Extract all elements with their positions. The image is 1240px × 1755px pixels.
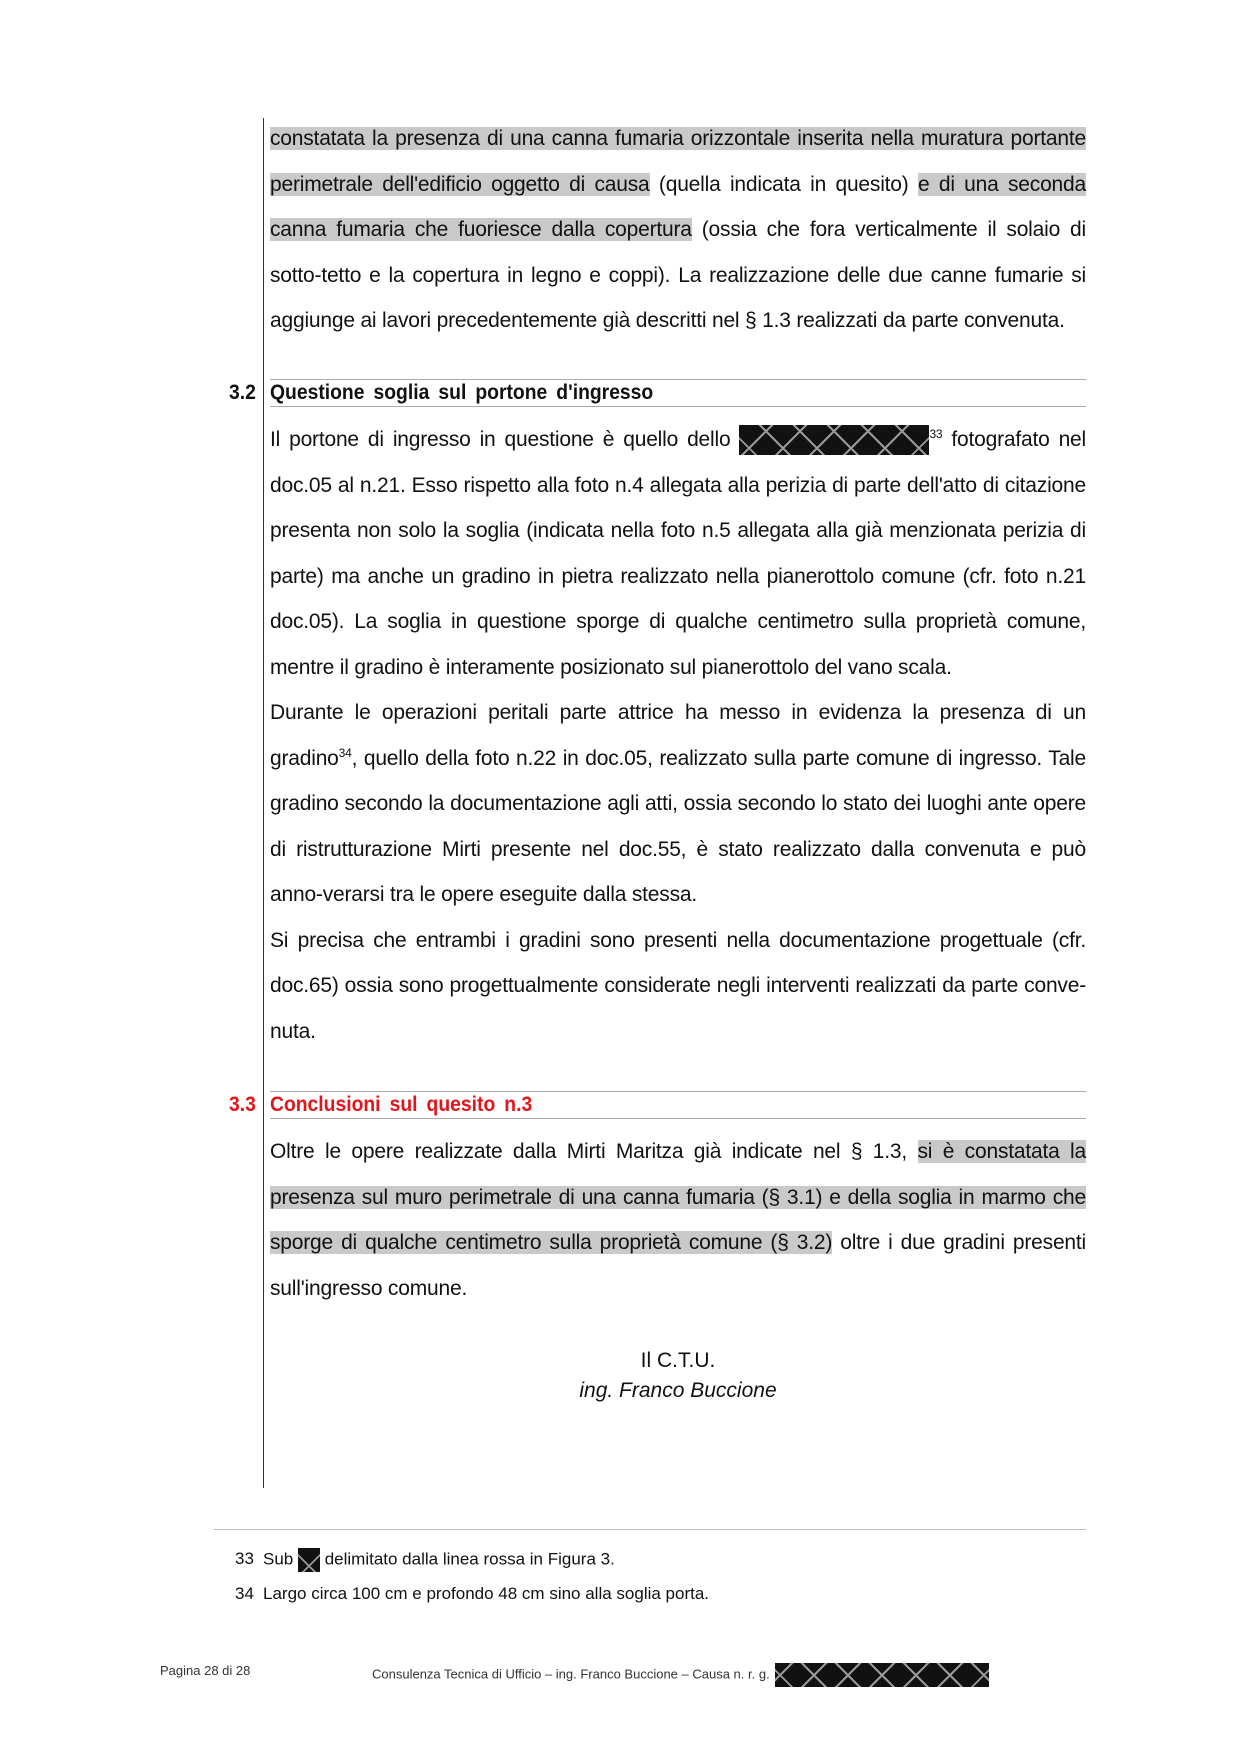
footnote-separator [214,1529,1086,1530]
highlighted-text: constatata la presenza di una canna fumaria orizzontale inserita nella muratura portante perimetrale dell'edificio oggetto di causa [270,127,1086,196]
footnote-text: delimitato dalla linea rossa in Figura 3. [319,1549,615,1569]
paragraph-conclusioni [270,1129,1086,1311]
section-number: 3.2 [229,381,256,404]
signature-name: ing. Franco Buccione [579,1379,777,1402]
footnote-ref: 34 [338,745,352,760]
section-3-2-body [270,417,1086,1054]
redacted-block [739,425,929,455]
footnote-33 [235,1548,615,1572]
redacted-block [298,1548,320,1572]
footnote-34 [235,1583,709,1605]
footnote-text: Largo circa 100 cm e profondo 48 cm sino alla soglia porta. [263,1584,710,1603]
heading-rule-bottom [270,1118,1086,1119]
highlighted-text: e di una seconda canna fumaria che fuoriesce dalla copertura [270,172,1086,241]
body-text: Il portone di ingresso in questione è quello dello [270,428,740,451]
heading-rule-top [270,379,1086,380]
redacted-block [775,1663,989,1687]
body-text: fotografato nel doc.05 al n.21. Esso rispetto alla foto n.4 allegata alla perizia di parte dell'atto di citazione presenta non solo la soglia (indicata nella foto n.5 allegata alla già menzionata perizia di parte) ma anche un gradino in pietra realizzato nella pianerottolo comune (cfr. foto n.21 doc.05). La soglia in questione sporge di qualche centimetro sulla proprietà comune, mentre il gradino è interamente posizionato sul pianerottolo del vano scala. [270,428,1086,679]
body-text: , quello della foto n.22 in doc.05, realizzato sulla parte comune di ingresso. Tale gradino secondo la documentazione agli atti, ossia secondo lo stato dei luoghi ante opere di ristrutturazione Mirti presente nel doc.55, è stato realizzato dalla convenuta e può anno-verarsi tra le opere eseguite dalla stessa. [270,746,1086,906]
section-3-3-body [270,1129,1086,1311]
body-text: Durante le operazioni peritali parte attrice ha messo in evidenza la presenza di un gradino [270,701,1086,770]
footnote-ref: 33 [929,427,943,441]
footer-text: Consulenza Tecnica di Ufficio – ing. Franco Buccione – Causa n. r. g. [372,1666,770,1682]
footnote-number: 34 [235,1584,254,1603]
footnote-text: Sub [263,1549,298,1569]
body-text: oltre i due gradini presenti sull'ingresso comune. [270,1231,1087,1300]
paragraph-portone [270,417,1086,690]
body-text: (quella indicata in quesito) [649,172,918,196]
footer-title [372,1663,989,1687]
section-number: 3.3 [229,1093,256,1116]
section-3-1-continuation [270,116,1086,344]
paragraph-gradino [270,690,1086,918]
signature-role: Il C.T.U. [640,1349,716,1372]
section-heading-3-2 [225,381,1086,405]
left-margin-rule [263,118,264,1488]
heading-rule-top [270,1091,1086,1092]
signature-block [270,1346,1086,1406]
heading-rule-bottom [270,406,1086,407]
body-text: Oltre le opere realizzate dalla Mirti Maritza già indicate nel § 1.3, [270,1140,918,1163]
body-text: (ossia che fora verticalmente il solaio di sotto-tetto e la copertura in legno e coppi). La realizzazione delle due canne fumarie si aggiunge ai lavori precedentemente già descritti nel § 1.3 realizzati da parte convenuta. [270,218,1087,332]
section-heading-3-3 [225,1093,1086,1117]
section-title: Questione soglia sul portone d'ingresso [270,381,654,404]
footer-page-number: Pagina 28 di 28 [160,1663,251,1678]
section-title: Conclusioni sul quesito n.3 [270,1093,533,1116]
paragraph-documentazione: Si precisa che entrambi i gradini sono presenti nella documentazione progettuale (cfr. doc.65) ossia sono progettualmente considerate negli interventi realizzati da parte conve-nuta. [270,928,1086,1043]
paragraph-canna-fumaria [270,116,1086,344]
highlighted-text: si è constatata la presenza sul muro perimetrale di una canna fumaria (§ 3.1) e della soglia in marmo che sporge di qualche centimetro sulla proprietà comune (§ 3.2) [270,1140,1087,1254]
footnote-number: 33 [235,1549,254,1569]
